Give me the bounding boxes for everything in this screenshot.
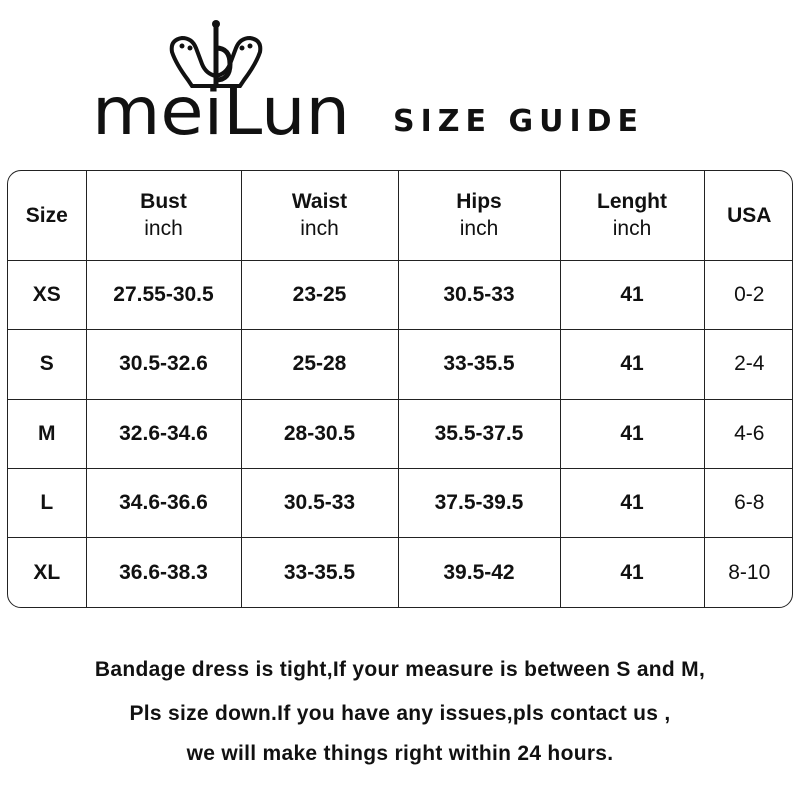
sizing-note-line-3: we will make things right within 24 hours. <box>186 742 614 765</box>
cell-length: 41 <box>560 538 704 607</box>
cell-hips: 33-35.5 <box>398 330 560 399</box>
cell-bust: 30.5-32.6 <box>86 330 241 399</box>
cell-length: 41 <box>560 469 704 538</box>
size-table <box>7 170 793 608</box>
table-row <box>8 330 793 399</box>
cell-hips: 30.5-33 <box>398 260 560 329</box>
sizing-note-line-2: Pls size down.If you have any issues,pls contact us , <box>129 702 671 725</box>
header-bust: Bust inch <box>86 171 241 260</box>
brand-header <box>0 0 800 160</box>
cell-usa: 2-4 <box>704 330 793 399</box>
cell-bust: 32.6-34.6 <box>86 399 241 468</box>
brand-wordmark <box>92 78 352 142</box>
cell-length: 41 <box>560 399 704 468</box>
size-guide-title: SIZE GUIDE <box>393 104 645 139</box>
header-size: Size <box>8 171 86 260</box>
cell-usa: 4-6 <box>704 399 793 468</box>
cell-length: 41 <box>560 260 704 329</box>
cell-hips: 35.5-37.5 <box>398 399 560 468</box>
cell-waist: 33-35.5 <box>241 538 398 607</box>
cell-size: XL <box>8 538 86 607</box>
sizing-note-line-1: Bandage dress is tight,If your measure is between S and M, <box>94 658 706 681</box>
cell-usa: 8-10 <box>704 538 793 607</box>
cell-size: S <box>8 330 86 399</box>
table-row <box>8 260 793 329</box>
cell-size: XS <box>8 260 86 329</box>
table-row <box>8 399 793 468</box>
table-header-row <box>8 171 793 260</box>
cell-bust: 34.6-36.6 <box>86 469 241 538</box>
cell-bust: 36.6-38.3 <box>86 538 241 607</box>
cell-usa: 6-8 <box>704 469 793 538</box>
header-length: Lenght inch <box>560 171 704 260</box>
cell-waist: 28-30.5 <box>241 399 398 468</box>
header-usa: USA <box>704 171 793 260</box>
svg-text:meiLun: meiLun <box>92 78 350 142</box>
header-waist: Waist inch <box>241 171 398 260</box>
cell-length: 41 <box>560 330 704 399</box>
table-row <box>8 469 793 538</box>
cell-bust: 27.55-30.5 <box>86 260 241 329</box>
cell-size: M <box>8 399 86 468</box>
cell-waist: 30.5-33 <box>241 469 398 538</box>
table-row <box>8 538 793 607</box>
cell-waist: 25-28 <box>241 330 398 399</box>
cell-hips: 39.5-42 <box>398 538 560 607</box>
cell-usa: 0-2 <box>704 260 793 329</box>
cell-hips: 37.5-39.5 <box>398 469 560 538</box>
cell-size: L <box>8 469 86 538</box>
cell-waist: 23-25 <box>241 260 398 329</box>
header-hips: Hips inch <box>398 171 560 260</box>
